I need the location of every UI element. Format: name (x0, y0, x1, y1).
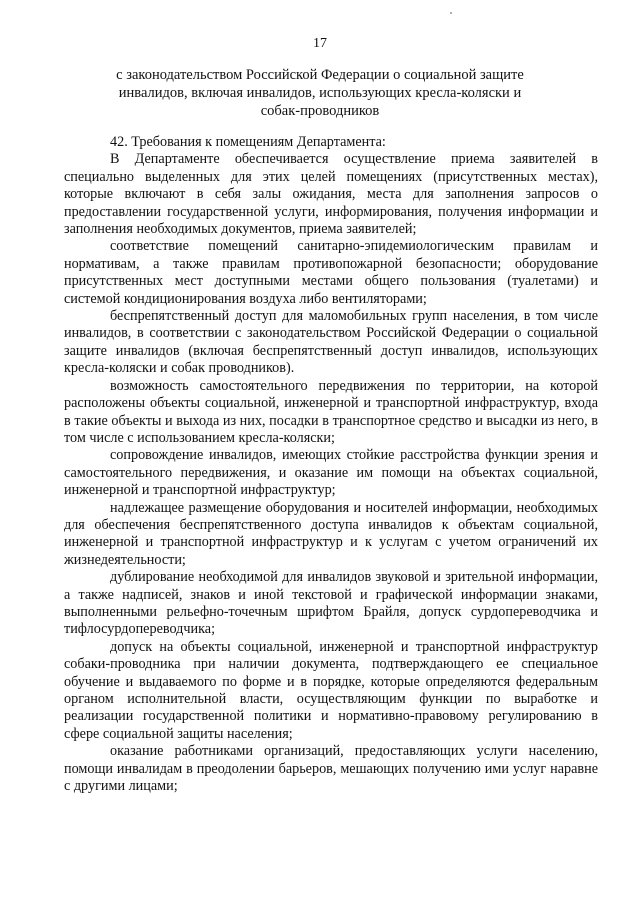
paragraph: надлежащее размещение оборудования и носителей информации, необходимых для обеспечения беспрепятственного доступа инвалидов к объектам социальной, инженерной и транспортной инфраструктур и к услугам с учетом ограничений их жизнедеятельности; (64, 499, 598, 568)
paragraph: соответствие помещений санитарно-эпидемиологическим правилам и нормативам, а также правилам противопожарной безопасности; оборудование присутственных мест доступными местами общего пользования (туалетами) и системой кондиционирования воздуха либо вентиляторами; (64, 238, 598, 307)
section-title: 42. Требования к помещениям Департамента: (110, 134, 386, 150)
paragraph: возможность самостоятельного передвижения по территории, на которой расположены объекты социальной, инженерной и транспортной инфраструктур, входа в такие объекты и выхода из них, посадки в транспортное средство и высадки из него, в том числе с использованием кресла-коляски; (64, 377, 598, 446)
paragraph: допуск на объекты социальной, инженерной и транспортной инфраструктур собаки-проводника при наличии документа, подтверждающего ее специальное обучение и выдаваемого по форме и в порядке, которые определяются федеральным органом исполнительной власти, осуществляющим функции по выработке и реализации государственной политики и нормативно-правовому регулированию в сфере социальной защиты населения; (64, 638, 598, 742)
paragraph: дублирование необходимой для инвалидов звуковой и зрительной информации, а также надписей, знаков и иной текстовой и графической информации знаками, выполненными рельефно-точечным шрифтом Брайля, допуск сурдопереводчика и тифлосурдопереводчика; (64, 569, 598, 638)
document-body (64, 134, 598, 795)
scan-speck (450, 12, 452, 14)
paragraph: оказание работниками организаций, предоставляющих услуги населению, помощи инвалидам в преодолении барьеров, мешающих получению ими услуг наравне с другими лицами; (64, 743, 598, 795)
paragraph: сопровождение инвалидов, имеющих стойкие расстройства функции зрения и самостоятельного передвижения, и оказание им помощи на объектах социальной, инженерной и транспортной инфраструктур; (64, 447, 598, 499)
paragraph: В Департаменте обеспечивается осуществление приема заявителей в специально выделенных для этих целей помещениях (присутственных местах), которые включают в себя залы ожидания, места для заполнения запросов о предоставлении государственной услуги, информирования, получения информации и заполнения необходимых документов, приема заявителей; (64, 151, 598, 238)
section-heading: с законодательством Российской Федерации о социальной защите инвалидов, включая инвалидов, использующих кресла-коляски и собак-проводников (116, 67, 524, 119)
page-number: 17 (313, 36, 327, 51)
paragraph: беспрепятственный доступ для маломобильных групп населения, в том числе инвалидов, в соответствии с законодательством Российской Федерации о социальной защите инвалидов (включая беспрепятственный доступ инвалидов, использующих кресла-коляски и собак проводников). (64, 308, 598, 377)
